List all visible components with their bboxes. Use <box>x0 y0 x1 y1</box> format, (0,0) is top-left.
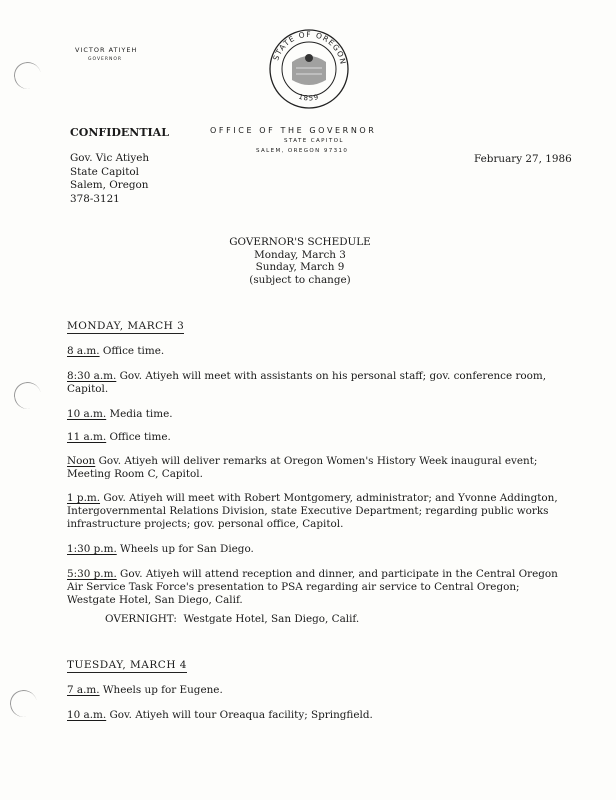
entry-text: Office time. <box>106 431 171 443</box>
overnight-note: OVERNIGHT: Westgate Hotel, San Diego, Calif. <box>105 613 360 625</box>
punch-hole <box>12 60 43 91</box>
day-label-tuesday: TUESDAY, MARCH 4 <box>67 659 187 671</box>
schedule-entry <box>67 684 567 697</box>
office-name: OFFICE OF THE GOVERNOR <box>210 126 377 135</box>
entry-text: Gov. Atiyeh will deliver remarks at Oregon Women's History Week inaugural event; Meeting Room C, Capitol. <box>67 455 538 480</box>
entry-time: 7 a.m. <box>67 684 100 696</box>
seal-text: STATE OF OREGON <box>271 29 348 66</box>
entry-text: Gov. Atiyeh will attend reception and dinner, and participate in the Central Oregon Air Service Task Force's presentation to PSA regarding air service to Central Oregon; Westgate Hotel, San Diego, Calif. <box>67 568 558 606</box>
punch-hole <box>8 688 39 719</box>
heading-title: GOVERNOR'S SCHEDULE <box>229 236 371 248</box>
entry-text: Gov. Atiyeh will meet with assistants on his personal staff; gov. conference room, Capitol. <box>67 370 547 395</box>
office-building: STATE CAPITOL <box>284 138 344 144</box>
seal-year: 1859 <box>297 92 321 103</box>
schedule-entry <box>67 709 567 722</box>
schedule-entry <box>67 345 567 358</box>
confidential-label: CONFIDENTIAL <box>70 126 169 139</box>
entry-text: Gov. Atiyeh will tour Oreaqua facility; Springfield. <box>106 709 373 721</box>
schedule-entry <box>67 408 567 421</box>
entry-text: Office time. <box>99 345 165 357</box>
entry-time: 8 a.m. <box>67 345 100 357</box>
entry-time: 11 a.m. <box>67 431 107 443</box>
entry-time: 1:30 p.m. <box>67 543 117 555</box>
heading-line: Monday, March 3 <box>254 248 346 261</box>
entry-time: 10 a.m. <box>67 709 107 721</box>
punch-hole <box>12 380 43 411</box>
schedule-entry <box>67 455 567 481</box>
entry-time: 8:30 a.m. <box>67 370 117 382</box>
sender-line: Salem, Oregon <box>70 179 149 191</box>
entry-time: 5:30 p.m. <box>67 568 117 580</box>
document-date: February 27, 1986 <box>474 153 572 165</box>
heading-line: (subject to change) <box>249 273 351 286</box>
sender-line: 378-3121 <box>70 192 120 205</box>
heading-line: Sunday, March 9 <box>255 261 345 273</box>
entry-text: Wheels up for Eugene. <box>99 684 223 696</box>
entry-text: Gov. Atiyeh will meet with Robert Montgomery, administrator; and Yvonne Addington, Intergovernmental Relations Division, state Executive Department; regarding public works infrastructure projects; gov. personal office, Capitol. <box>67 492 558 530</box>
schedule-heading <box>200 236 400 286</box>
governor-name: VICTOR ATIYEH <box>75 46 138 54</box>
sender-line: Gov. Vic Atiyeh <box>70 152 150 164</box>
svg-text:1859 <box>298 93 321 103</box>
schedule-entry <box>67 568 567 607</box>
entry-time: 10 a.m. <box>67 408 107 420</box>
entry-time: 1 p.m. <box>67 492 101 504</box>
day-label-monday: MONDAY, MARCH 3 <box>67 320 185 332</box>
schedule-entry <box>67 370 567 396</box>
office-address: SALEM, OREGON 97310 <box>256 148 349 154</box>
governor-title: GOVERNOR <box>88 57 123 62</box>
sender-block <box>70 152 149 206</box>
entry-text: Media time. <box>106 408 173 420</box>
schedule-entry <box>67 543 567 556</box>
schedule-entry <box>67 431 567 444</box>
entry-time: Noon <box>67 455 96 467</box>
entry-text: Wheels up for San Diego. <box>116 543 254 555</box>
state-seal <box>268 28 350 110</box>
sender-line: State Capitol <box>70 165 139 178</box>
schedule-entry <box>67 492 567 531</box>
